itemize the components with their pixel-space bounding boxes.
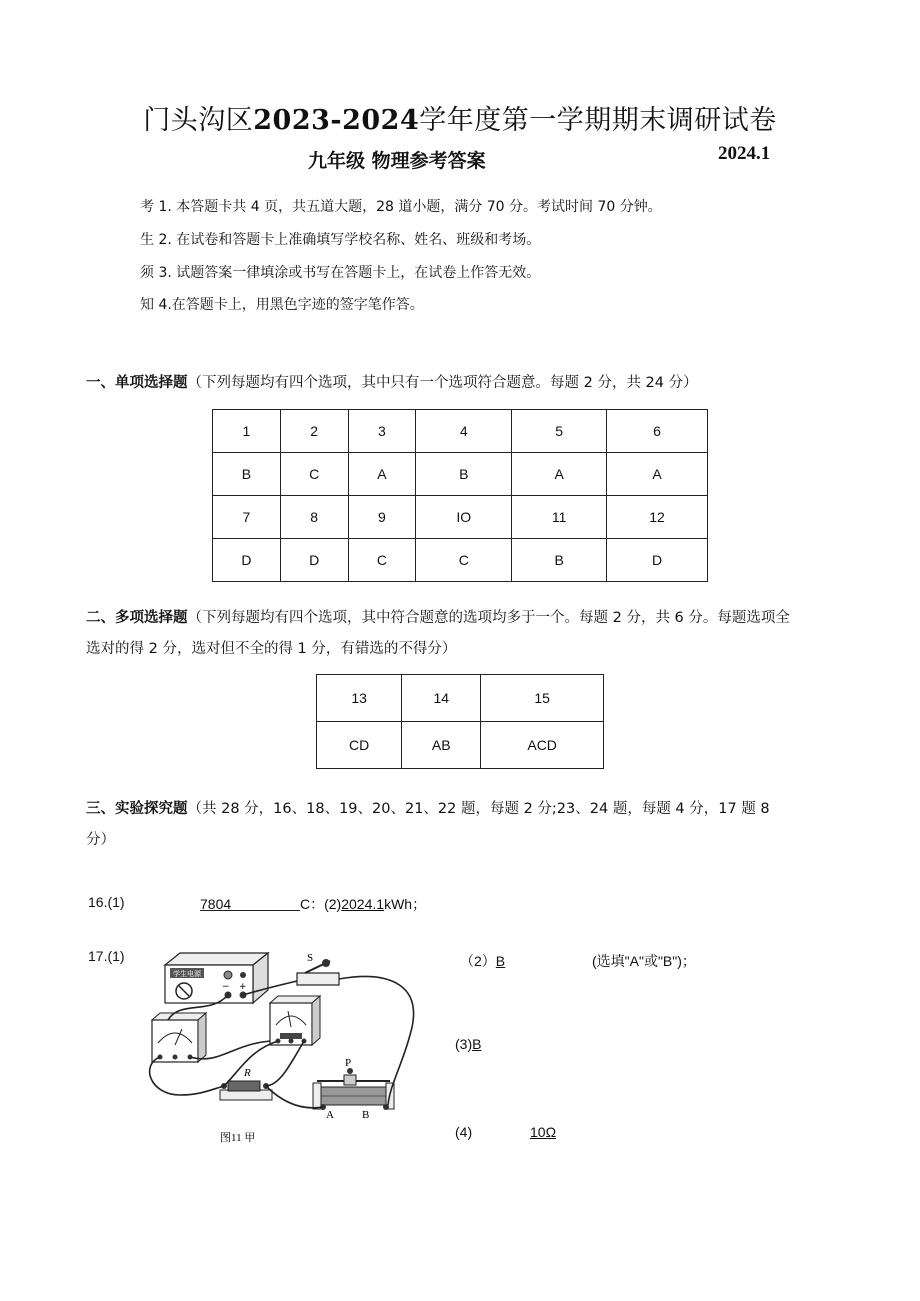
section1-table-row	[213, 539, 708, 582]
terminal-b-label: B	[362, 1109, 370, 1121]
page-subtitle: 九年级 物理参考答案	[308, 150, 486, 172]
q16-label: 16.(1)	[88, 894, 125, 910]
section1-table-cell: 5	[512, 410, 607, 453]
section1-table-cell: D	[607, 539, 708, 582]
q16-answer2: 2024.1	[341, 896, 385, 912]
section1-table-cell: A	[348, 453, 416, 496]
q17-part4-label: (4)	[455, 1124, 473, 1140]
q17-part3: (3)B	[455, 1036, 482, 1052]
ammeter	[152, 1013, 206, 1062]
section1-table-row	[213, 410, 708, 453]
section1-table-cell: 9	[348, 496, 416, 539]
q17-label: 17.(1)	[88, 948, 125, 964]
section1-table-cell: 8	[280, 496, 348, 539]
section1-table-row	[213, 496, 708, 539]
section1-table-cell: D	[213, 539, 281, 582]
note-4: 知 4.在答题卡上，用黑色字迹的签字笔作答。	[140, 297, 424, 313]
q17-part2: （2）B	[460, 953, 506, 969]
section2-table-cell: 13	[317, 675, 402, 722]
section1-table-cell: D	[280, 539, 348, 582]
page-title: 门头沟区2023-2024学年度第一学期期末调研试卷	[143, 105, 777, 136]
power-supply-label: 学生电源	[173, 970, 201, 978]
section1-table-cell: 7	[213, 496, 281, 539]
section1-table-cell: A	[512, 453, 607, 496]
section1-table-cell: 3	[348, 410, 416, 453]
section1-table-cell: B	[416, 453, 512, 496]
section1-table-cell: IO	[416, 496, 512, 539]
q16-answer1: 7804	[200, 896, 232, 912]
switch	[297, 952, 339, 985]
section2-table-row	[317, 722, 604, 769]
section1-heading: 一、单项选择题（下列每题均有四个选项，其中只有一个选项符合题意。每题 2 分，共 24 分）	[86, 375, 698, 391]
slider-label: P	[345, 1057, 352, 1069]
section1-table-cell: A	[607, 453, 708, 496]
resistor	[220, 1067, 272, 1100]
svg-text:+: +	[239, 982, 247, 992]
section1-table-cell: 12	[607, 496, 708, 539]
section1-table-cell: C	[416, 539, 512, 582]
section2-table-cell: ACD	[481, 722, 604, 769]
exam-date: 2024.1	[718, 143, 771, 164]
q16-unit1: C：(2)	[300, 896, 342, 912]
section1-table-cell: B	[213, 453, 281, 496]
note-1: 考 1. 本答题卡共 4 页，共五道大题，28 道小题，满分 70 分。考试时间 70 分钟。	[140, 199, 662, 215]
rheostat	[313, 1057, 394, 1121]
section2-table-cell: 15	[481, 675, 604, 722]
section1-table-cell: 1	[213, 410, 281, 453]
section2-table-cell: 14	[402, 675, 481, 722]
section1-table-cell: C	[348, 539, 416, 582]
svg-text:−: −	[222, 982, 230, 992]
voltmeter	[270, 996, 320, 1045]
section1-table-cell: 2	[280, 410, 348, 453]
power-supply	[165, 953, 268, 1003]
section1-answer-table	[212, 409, 708, 582]
q17-part3-answer: B	[472, 1036, 482, 1052]
note-2: 生 2. 在试卷和答题卡上准确填写学校名称、姓名、班级和考场。	[140, 232, 541, 248]
q16-unit2: kWh；	[384, 896, 427, 912]
q17-part2-answer: B	[495, 953, 506, 969]
section2-table-cell: CD	[317, 722, 402, 769]
section1-table-cell: C	[280, 453, 348, 496]
q17-part2-hint: (选填"A"或"B")；	[592, 953, 696, 969]
section1-table-cell: 11	[512, 496, 607, 539]
section2-answer-table	[316, 674, 604, 769]
section2-table-cell: AB	[402, 722, 481, 769]
switch-label: S	[307, 952, 314, 964]
figure-caption: 图11 甲	[220, 1132, 256, 1144]
section1-table-cell: B	[512, 539, 607, 582]
section2-heading: 二、多项选择题（下列每题均有四个选项，其中符合题意的选项均多于一个。每题 2 分，共 6 分。每题选项全 选对的得 2 分，选对但不全的得 1 分，有错选的不得分）	[86, 610, 790, 657]
section1-table-row	[213, 453, 708, 496]
section1-table-cell: 6	[607, 410, 708, 453]
resistor-label: R	[244, 1067, 251, 1079]
q16-line	[200, 894, 426, 914]
q17-part4-answer: 10Ω	[530, 1124, 557, 1140]
section3-heading: 三、实验探究题（共 28 分，16、18、19、20、21、22 题，每题 2 分;23、24 题，每题 4 分，17 题 8 分）	[86, 801, 770, 848]
terminal-a-label: A	[326, 1109, 334, 1121]
section1-table-cell: 4	[416, 410, 512, 453]
note-3: 须 3. 试题答案一律填涂或书写在答题卡上，在试卷上作答无效。	[140, 265, 541, 281]
section2-table-row	[317, 675, 604, 722]
circuit-figure	[140, 945, 430, 1150]
